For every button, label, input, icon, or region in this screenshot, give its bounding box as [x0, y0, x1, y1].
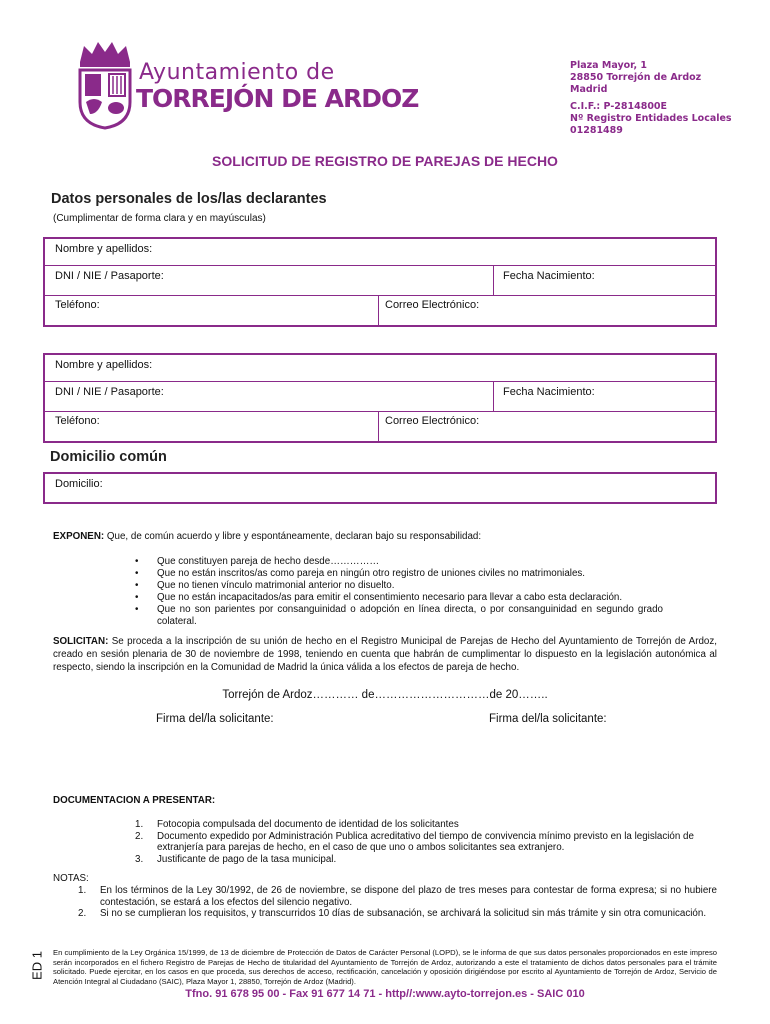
org-name-line2: TORREJÓN DE ARDOZ — [136, 84, 419, 113]
field-dni-1[interactable]: DNI / NIE / Pasaporte: — [55, 270, 164, 282]
field-fecha-2[interactable]: Fecha Nacimiento: — [503, 386, 595, 398]
address-line: 28850 Torrejón de Ardoz — [570, 72, 702, 83]
notas-heading: NOTAS: — [53, 873, 89, 884]
section-heading-domicilio: Domicilio común — [50, 449, 167, 465]
list-item: 2. Si no se cumplieran los requisitos, y transcurridos 10 días de subsanación, se archivará la solicitud sin más trámite y sin otra comunicación. — [78, 908, 707, 919]
municipal-coat-of-arms-logo — [76, 40, 134, 130]
solicitan-paragraph — [53, 635, 717, 674]
field-telefono-1[interactable]: Teléfono: — [55, 299, 100, 311]
field-nombre-1[interactable]: Nombre y apellidos: — [55, 243, 153, 255]
cif: C.I.F.: P-2814800E — [570, 101, 668, 112]
registro-number: 01281489 — [570, 125, 623, 136]
list-item: 2. Documento expedido por Administración Publica acreditativo del tiempo de convivencia mínimo previsto en la legislación de extranjería para parejas de hecho, en el caso de que uno o ambos solicitantes sea extranjero. — [135, 830, 694, 853]
domicilio-box — [43, 472, 717, 504]
notas-list — [78, 885, 717, 920]
section-heading-personal: Datos personales de los/las declarantes — [51, 191, 327, 207]
list-item: 3. Justificante de pago de la tasa municipal. — [135, 853, 337, 865]
list-item: 1. Fotocopia compulsada del documento de identidad de los solicitantes — [135, 819, 459, 830]
address-line: Madrid — [570, 84, 608, 95]
org-name-line1: Ayuntamiento de — [139, 60, 335, 85]
contact-footer: Tfno. 91 678 95 00 - Fax 91 677 14 71 - http//:www.ayto-torrejon.es - SAIC 010 — [185, 988, 585, 1000]
date-place-line[interactable]: Torrejón de Ardoz………… de…………………………de 20…….. — [222, 689, 548, 701]
registro-label: Nº Registro Entidades Locales — [570, 113, 732, 124]
solicitan-label: SOLICITAN: — [53, 636, 109, 647]
declarant-1-box — [43, 237, 717, 327]
exponen-label: EXPONEN: — [53, 531, 105, 542]
field-dni-2[interactable]: DNI / NIE / Pasaporte: — [55, 386, 164, 398]
list-item: • Que no son parientes por consanguinidad o adopción en línea directa, o por consanguinidad en segundo grado colateral. — [135, 604, 663, 628]
field-correo-1[interactable]: Correo Electrónico: — [385, 299, 480, 311]
address-line: Plaza Mayor, 1 — [570, 60, 647, 71]
list-item: • Que no están inscritos/as como pareja en ningún otro registro de uniones civiles no matrimoniales. — [135, 568, 663, 580]
lopd-notice: En cumplimiento de la Ley Orgánica 15/1999, de 13 de diciembre de Protección de Datos de Carácter Personal (LOPD), se le informa de que sus datos personales proporcionados en este impreso serán incorporados en el fichero Registro de Parejas de Hecho de titularidad del Ayuntamiento de Torrejón de Ardoz, autorizando a este el tratamiento de dichos datos personales para el trámite solicitado. Puede ejercitar, en los casos en que proceda, sus derechos de acceso, rectificación, cancelación y oposición dirigiéndose por escrito al Ayuntamiento de Torrejón de Ardoz, Servicio de Atención Integral al Ciudadano (SAIC), Plaza Mayor 1, 28850, Torrejón de Ardoz (Madrid). — [53, 948, 717, 986]
documentacion-list — [135, 819, 717, 865]
exponen-list — [135, 556, 663, 628]
signature-2-label[interactable]: Firma del/la solicitante: — [489, 713, 607, 725]
list-item: 1. En los términos de la Ley 30/1992, de 26 de noviembre, se dispone del plazo de tres meses para contestar de forma expresa; si no hubiere contestación, se estará a los efectos del silencio negativo. — [78, 885, 717, 908]
list-item: • Que no tienen vínculo matrimonial anterior no disuelto. — [135, 580, 663, 592]
exponen-text: Que, de común acuerdo y libre y espontáneamente, declaran bajo su responsabilidad: — [106, 531, 482, 542]
section-note: (Cumplimentar de forma clara y en mayúsculas) — [53, 213, 266, 224]
list-item: • Que constituyen pareja de hecho desde…………… — [135, 556, 663, 568]
page-title: SOLICITUD DE REGISTRO DE PAREJAS DE HECHO — [212, 153, 558, 169]
field-nombre-2[interactable]: Nombre y apellidos: — [55, 359, 153, 371]
field-domicilio[interactable]: Domicilio: — [55, 478, 103, 490]
field-telefono-2[interactable]: Teléfono: — [55, 415, 100, 427]
side-form-code: ED 1 — [29, 951, 45, 980]
solicitan-text: Se proceda a la inscripción de su unión de hecho en el Registro Municipal de Parejas de Hecho del Ayuntamiento de Torrejón de Ardoz, creado en sesión plenaria de 30 de noviembre de 1998, teniendo en cuenta que habrán de cumplimentar lo dispuesto en la legislación autonómica al respecto, siendo la inscripción en la Comunidad de Madrid la única válida a los efectos de pareja de hecho. — [53, 636, 717, 673]
list-item: • Que no están incapacitados/as para emitir el consentimiento necesario para llevar a cabo esta declaración. — [135, 592, 663, 604]
signature-1-label[interactable]: Firma del/la solicitante: — [156, 713, 274, 725]
field-correo-2[interactable]: Correo Electrónico: — [385, 415, 480, 427]
field-fecha-1[interactable]: Fecha Nacimiento: — [503, 270, 595, 282]
declarant-2-box — [43, 353, 717, 443]
documentacion-heading: DOCUMENTACION A PRESENTAR: — [53, 795, 216, 806]
exponen-intro — [53, 530, 717, 543]
